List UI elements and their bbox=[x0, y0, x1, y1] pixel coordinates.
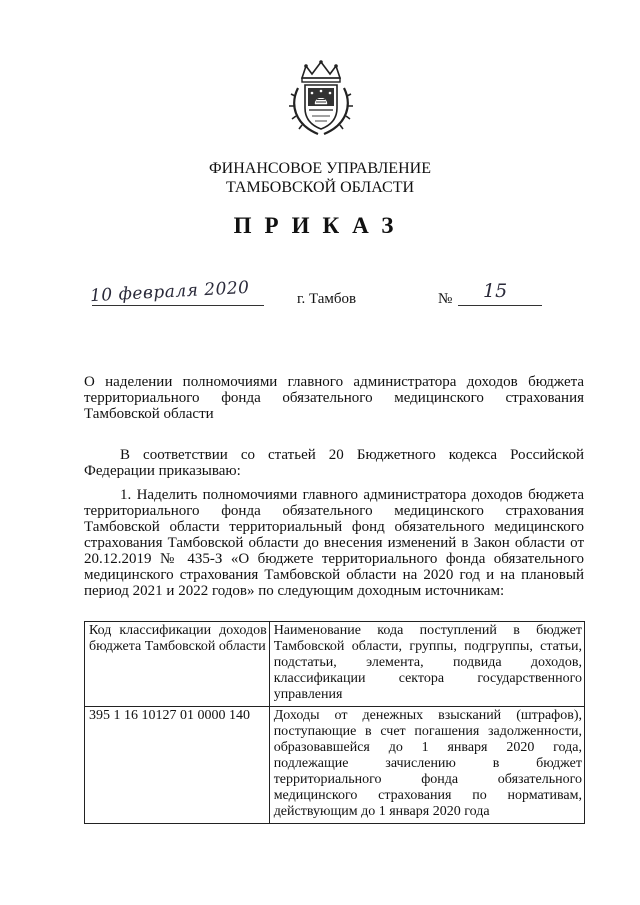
number-underline bbox=[458, 305, 542, 306]
column-header-name: Наименование кода поступлений в бюджет Тамбовской области, группы, подгруппы, статьи, подстатьи, элемента, подвида доходов, классификации сектора государственного управления bbox=[269, 622, 584, 707]
revenue-sources-table bbox=[84, 621, 585, 824]
cell-name: Доходы от денежных взысканий (штрафов), поступающие в счет погашения задолженности, образовавшейся до 1 января 2020 года, подлежащие зачислению в бюджет территориального фонда обязательного медицинского страхования по нормативам, действующим до 1 января 2020 года bbox=[269, 707, 584, 824]
preamble-paragraph: В соответствии со статьей 20 Бюджетного кодекса Российской Федерации приказываю: bbox=[84, 447, 584, 479]
city: г. Тамбов bbox=[297, 291, 357, 307]
coat-of-arms-icon bbox=[288, 58, 354, 138]
handwritten-number: 15 bbox=[483, 280, 508, 302]
number-label: № bbox=[438, 291, 453, 307]
cell-code: 395 1 16 10127 01 0000 140 bbox=[85, 707, 270, 824]
handwritten-date: 10 февраля 2020 bbox=[89, 277, 250, 307]
order-subject: О наделении полномочиями главного администратора доходов бюджета территориального фонда обязательного медицинского страхования Тамбовской области bbox=[84, 374, 584, 422]
date-underline bbox=[92, 305, 264, 306]
agency-name-line2: ТАМБОВСКОЙ ОБЛАСТИ bbox=[225, 179, 415, 196]
agency-name-line1: ФИНАНСОВОЕ УПРАВЛЕНИЕ bbox=[209, 160, 431, 177]
table-header-row bbox=[85, 622, 585, 707]
item-1-paragraph: 1. Наделить полномочиями главного администратора доходов бюджета территориального фонда обязательного медицинского страхования Тамбовской области территориальный фонд обязательного медицинского страхования Тамбовской области до внесения изменений в Закон области от 20.12.2019 № 435-З «О бюджете территориального фонда обязательного медицинского страхования Тамбовской области на 2020 год и на плановый период 2021 и 2022 годов» по следующим доходным источникам: bbox=[84, 487, 584, 599]
column-header-code: Код классификации доходов бюджета Тамбовской области bbox=[85, 622, 270, 707]
document-title: ПРИКАЗ bbox=[233, 213, 407, 238]
table-row bbox=[85, 707, 585, 824]
